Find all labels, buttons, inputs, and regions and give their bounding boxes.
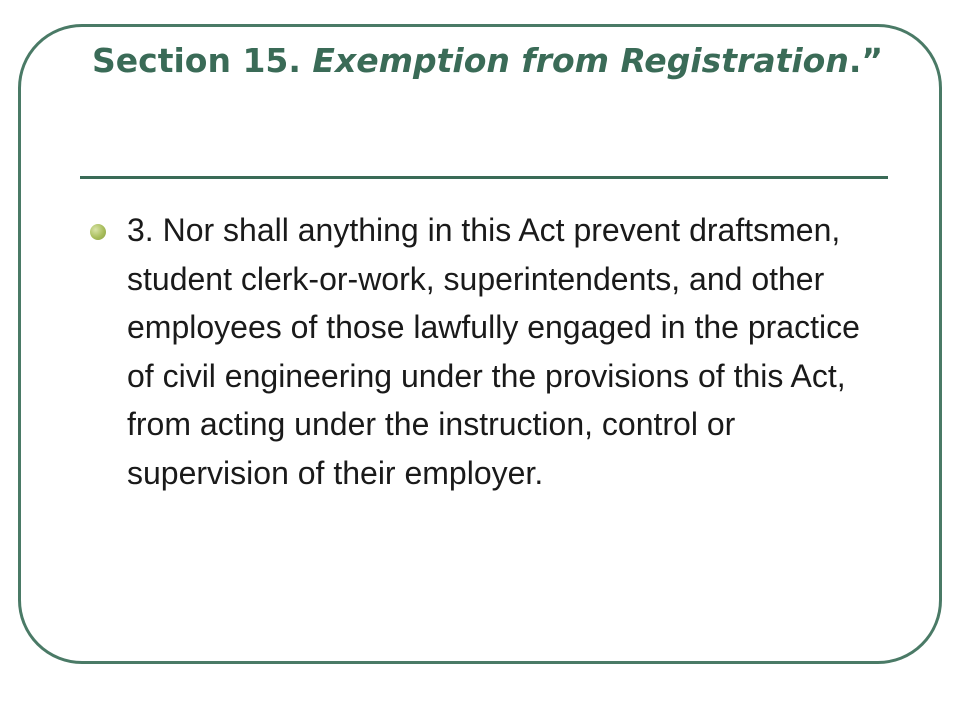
title-divider [80, 176, 888, 179]
bullet-text: 3. Nor shall anything in this Act prevent draftsmen, student clerk-or-work, superintendents, and other employees of those lawfully engaged in the practice of civil engineering under the provisions of this Act, from acting under the instruction, control or supervision of their employer. [127, 212, 860, 491]
title-prefix: Section 15. [92, 41, 313, 80]
bullet-list [90, 206, 890, 497]
bullet-icon [90, 224, 106, 240]
title-italic: Exemption from Registration [312, 41, 849, 80]
title-suffix: .” [848, 41, 884, 80]
bullet-item [90, 206, 890, 497]
slide-title [92, 38, 892, 84]
